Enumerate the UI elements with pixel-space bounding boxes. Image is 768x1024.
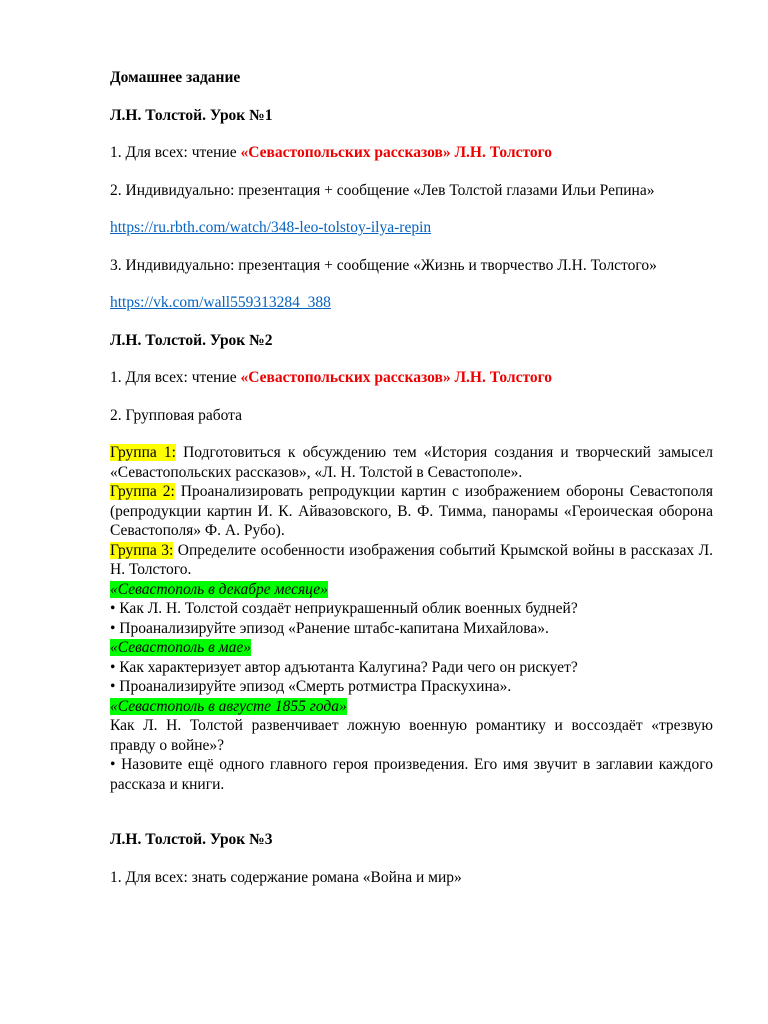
lesson1-item3: 3. Индивидуально: презентация + сообщение «Жизнь и творчество Л.Н. Толстого» <box>110 256 657 274</box>
group3-label: Группа 3: <box>110 541 174 559</box>
group2-text: Проанализировать репродукции картин с изображением обороны Севастополя (репродукции картин И. К. Айвазовского, В. Ф. Тимма, панорамы «Героическая оборона Севастополя» Ф. А. Рубо). <box>110 483 713 539</box>
story1-question2: • Проанализируйте эпизод «Ранение штабс-капитана Михайлова». <box>110 619 549 637</box>
story3-question1: Как Л. Н. Толстой развенчивает ложную военную романтику и воссоздаёт «трезвую правду о войне»? <box>110 717 713 754</box>
group3-text: Определите особенности изображения событий Крымской войны в рассказах Л. Н. Толстого. <box>110 541 713 578</box>
lesson3-item1: 1. Для всех: знать содержание романа «Война и мир» <box>110 868 462 886</box>
lesson1-item2: 2. Индивидуально: презентация + сообщение «Лев Толстой глазами Ильи Репина» <box>110 181 655 199</box>
story1-title: «Севастополь в декабре месяце» <box>110 580 328 598</box>
group1-label: Группа 1: <box>110 444 176 461</box>
story2-title-row <box>110 638 713 658</box>
group3-row <box>110 541 713 580</box>
story2-question2: • Проанализируйте эпизод «Смерть ротмистра Праскухина». <box>110 678 512 695</box>
document-body <box>110 68 713 905</box>
lesson1-item1 <box>110 143 713 163</box>
story1-question1: • Как Л. Н. Толстой создаёт неприукрашенный облик военных будней? <box>110 600 578 617</box>
story3-title-row <box>110 697 713 717</box>
story2-title: «Севастополь в мае» <box>110 639 251 656</box>
lesson1-heading: Л.Н. Толстой. Урок №1 <box>110 106 273 124</box>
lesson2-item1-red: «Севастопольских рассказов» Л.Н. Толстого <box>240 369 553 386</box>
group1-row <box>110 443 713 482</box>
lesson1-link-row <box>110 218 713 238</box>
lesson1-link2-row <box>110 293 713 313</box>
lesson3-heading: Л.Н. Толстой. Урок №3 <box>110 831 273 848</box>
lesson1-item1-prefix: 1. Для всех: чтение <box>110 144 241 161</box>
group2-label: Группа 2: <box>110 483 175 500</box>
lesson2-item1 <box>110 368 713 388</box>
story3-title: «Севастополь в августе 1855 года» <box>110 697 347 715</box>
document-title: Домашнее задание <box>110 69 241 86</box>
spacer <box>110 794 713 830</box>
group-work-block <box>110 443 713 794</box>
story1-title-row <box>110 580 713 600</box>
story3-question2: • Назовите ещё одного главного героя произведения. Его имя звучит в заглавии каждого рассказа и книги. <box>110 756 713 793</box>
vk-link[interactable]: https://vk.com/wall559313284_388 <box>110 294 331 311</box>
group1-text: Подготовиться к обсуждению тем «История создания и творческий замысел «Севастопольских рассказов», «Л. Н. Толстой в Севастополе». <box>110 444 713 481</box>
group2-row <box>110 482 713 541</box>
rbth-link[interactable]: https://ru.rbth.com/watch/348-leo-tolstoy-ilya-repin <box>110 219 432 236</box>
lesson2-item2: 2. Групповая работа <box>110 406 243 424</box>
lesson2-item1-prefix: 1. Для всех: чтение <box>110 369 241 386</box>
lesson2-heading: Л.Н. Толстой. Урок №2 <box>110 331 273 349</box>
lesson1-item1-red: «Севастопольских рассказов» Л.Н. Толстого <box>240 144 553 161</box>
story2-question1: • Как характеризует автор адъютанта Калугина? Ради чего он рискует? <box>110 658 578 676</box>
